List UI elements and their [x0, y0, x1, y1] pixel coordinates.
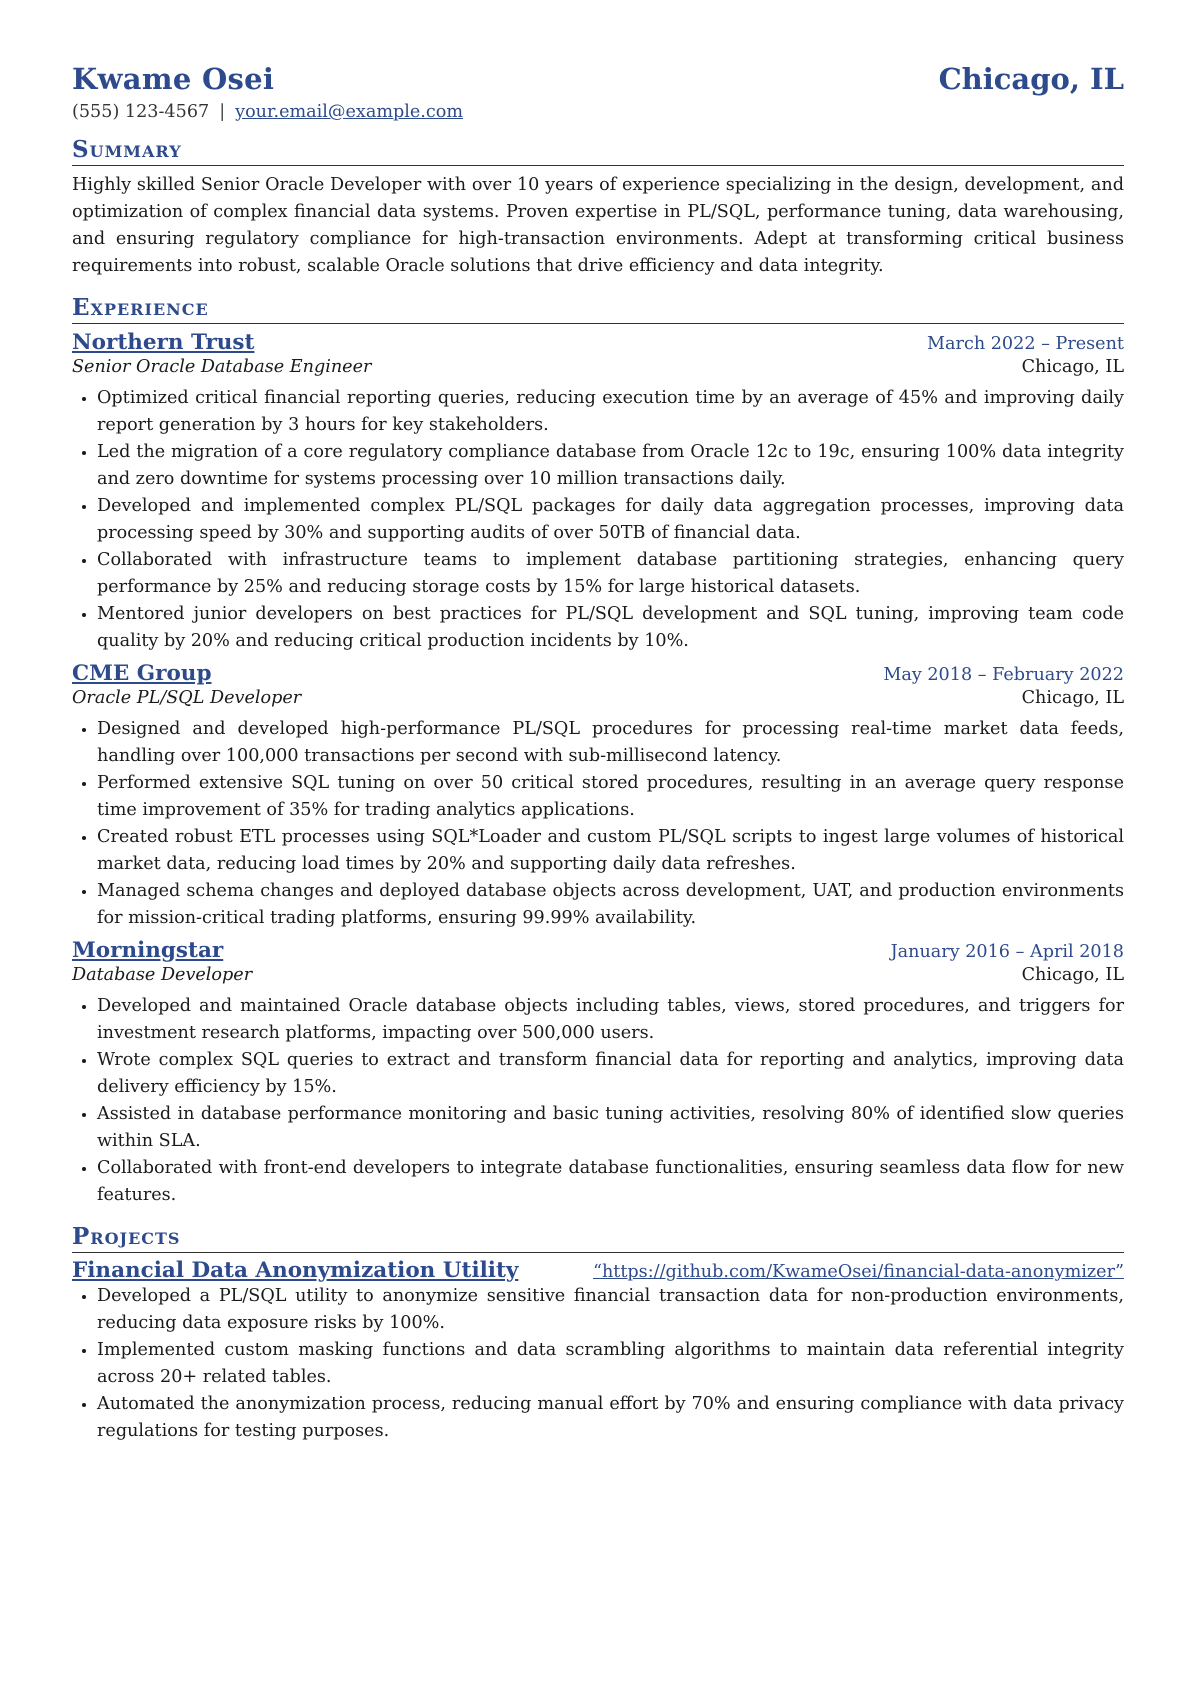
job-title: Database Developer — [72, 965, 253, 985]
candidate-name: Kwame Osei — [72, 62, 275, 96]
job-dates: January 2016 – April 2018 — [890, 942, 1124, 962]
company-name[interactable]: Northern Trust — [72, 330, 255, 355]
bullet-item: • Performed extensive SQL tuning on over 50 critical stored procedures, resulting in an average query response time improvement of 35% for trading analytics applications. — [97, 770, 1124, 824]
bullet-item: • Collaborated with infrastructure teams to implement database partitioning strategies, enhancing query performance by 25% and reducing storage costs by 15% for large historical datasets. — [97, 547, 1124, 601]
job-dates: March 2022 – Present — [927, 334, 1124, 354]
candidate-location: Chicago, IL — [938, 62, 1124, 96]
job-location: Chicago, IL — [1021, 688, 1124, 708]
job-location: Chicago, IL — [1021, 357, 1124, 377]
project-link[interactable]: “https://github.com/KwameOsei/financial-data-anonymizer” — [592, 1262, 1124, 1282]
job-bullets — [72, 993, 1124, 1209]
job-entry — [72, 330, 1124, 655]
bullet-item: • Developed a PL/SQL utility to anonymize sensitive financial transaction data for non-production environments, reducing data exposure risks by 100%. — [97, 1283, 1124, 1337]
email-link[interactable]: your.email@example.com — [235, 102, 464, 122]
contact-separator: | — [219, 102, 226, 122]
bullet-item: • Led the migration of a core regulatory compliance database from Oracle 12c to 19c, ensuring 100% data integrity and zero downtime for systems processing over 10 million transactions daily. — [97, 439, 1124, 493]
job-bullets — [72, 716, 1124, 932]
job-bullets — [72, 385, 1124, 655]
bullet-item: • Managed schema changes and deployed database objects across development, UAT, and production environments for mission-critical trading platforms, ensuring 99.99% availability. — [97, 878, 1124, 932]
bullet-item: • Implemented custom masking functions and data scrambling algorithms to maintain data referential integrity across 20+ related tables. — [97, 1337, 1124, 1391]
job-location: Chicago, IL — [1021, 965, 1124, 985]
project-entry — [72, 1258, 1124, 1445]
bullet-item: • Developed and implemented complex PL/SQL packages for daily data aggregation processes, improving data processing speed by 30% and supporting audits of over 50TB of financial data. — [97, 493, 1124, 547]
experience-heading: Experience — [72, 294, 1124, 324]
summary-text: Highly skilled Senior Oracle Developer with over 10 years of experience specializing in the design, development, and optimization of complex financial data systems. Proven expertise in PL/SQL, performance tuning, data warehousing, and ensuring regulatory compliance for high-transaction environments. Adept at transforming critical business requirements into robust, scalable Oracle solutions that drive efficiency and data integrity. — [72, 175, 1124, 276]
bullet-item: • Wrote complex SQL queries to extract and transform financial data for reporting and analytics, improving data delivery efficiency by 15%. — [97, 1047, 1124, 1101]
summary-heading: Summary — [72, 136, 1124, 166]
company-name[interactable]: CME Group — [72, 661, 212, 686]
company-name[interactable]: Morningstar — [72, 938, 224, 963]
project-name[interactable]: Financial Data Anonymization Utility — [72, 1258, 519, 1283]
project-bullets — [72, 1283, 1124, 1445]
bullet-item: • Developed and maintained Oracle database objects including tables, views, stored procedures, and triggers for investment research platforms, impacting over 500,000 users. — [97, 993, 1124, 1047]
bullet-item: • Optimized critical financial reporting queries, reducing execution time by an average of 45% and improving daily report generation by 3 hours for key stakeholders. — [97, 385, 1124, 439]
job-dates: May 2018 – February 2022 — [883, 665, 1124, 685]
bullet-item: • Automated the anonymization process, reducing manual effort by 70% and ensuring compliance with data privacy regulations for testing purposes. — [97, 1391, 1124, 1445]
bullet-item: • Collaborated with front-end developers to integrate database functionalities, ensuring seamless data flow for new features. — [97, 1155, 1124, 1209]
phone-number: (555) 123-4567 — [72, 102, 210, 122]
bullet-item: • Designed and developed high-performance PL/SQL procedures for processing real-time market data feeds, handling over 100,000 transactions per second with sub-millisecond latency. — [97, 716, 1124, 770]
bullet-item: • Created robust ETL processes using SQL*Loader and custom PL/SQL scripts to ingest large volumes of historical market data, reducing load times by 20% and supporting daily data refreshes. — [97, 824, 1124, 878]
bullet-item: • Mentored junior developers on best practices for PL/SQL development and SQL tuning, improving team code quality by 20% and reducing critical production incidents by 10%. — [97, 601, 1124, 655]
job-title: Senior Oracle Database Engineer — [72, 357, 372, 377]
job-entry — [72, 938, 1124, 1209]
job-entry — [72, 661, 1124, 932]
job-title: Oracle PL/SQL Developer — [72, 688, 302, 708]
bullet-item: • Assisted in database performance monitoring and basic tuning activities, resolving 80% of identified slow queries within SLA. — [97, 1101, 1124, 1155]
projects-heading: Projects — [72, 1223, 1124, 1253]
contact-line — [72, 102, 1124, 122]
resume-header — [72, 62, 1124, 96]
